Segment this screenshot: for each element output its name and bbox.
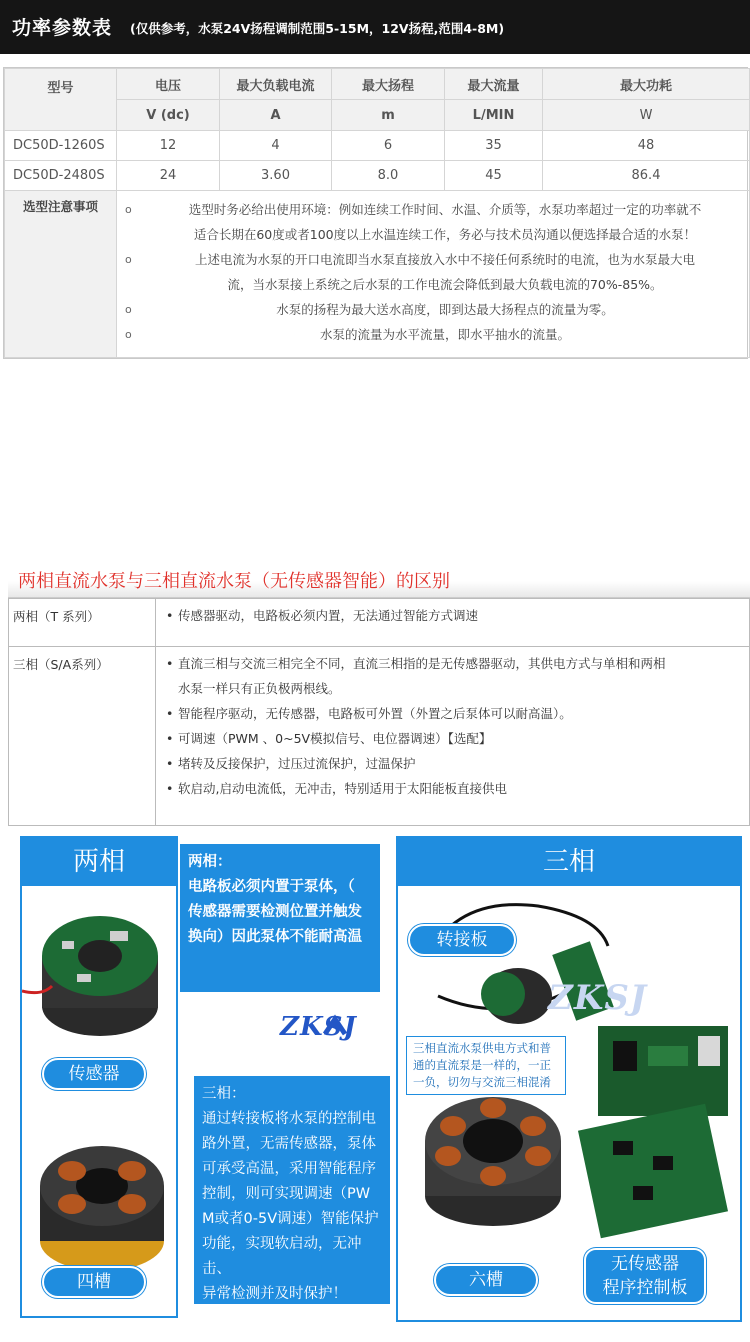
note-line: 上述电流为水泵的开口电流即当水泵直接放入水中不接任何系统时的电流，也为水泵最大电 (194, 252, 695, 267)
label-adapter-board: 转接板 (408, 924, 516, 956)
comparison-item: • 软启动,启动电流低，无冲击，特别适用于太阳能板直接供电 (166, 776, 739, 801)
three-phase-explanation (194, 1076, 390, 1304)
note-line: 水泵的流量为水平流量，即水平抽水的流量。 (319, 327, 570, 342)
cell-voltage: 12 (117, 131, 220, 161)
explanation-line: 传感器需要检测位置并触发 (188, 904, 362, 920)
note-bullet: o (125, 203, 132, 216)
two-phase-panel (20, 836, 178, 1318)
cell-power: 48 (543, 131, 750, 161)
comparison-row-three-phase (9, 647, 749, 825)
cell-current: 3.60 (220, 161, 332, 191)
explanation-line: 通过转接板将水泵的控制电 (202, 1111, 376, 1127)
spec-table (3, 67, 748, 359)
explanation-line: 功能，实现软启动，无冲击、 (202, 1236, 362, 1277)
comparison-values (156, 647, 749, 825)
table-row (5, 131, 750, 161)
explanation-line: 路外置，无需传感器，泵体 (202, 1136, 376, 1152)
cell-model: DC50D-1260S (5, 131, 117, 161)
col-header-head: 最大扬程 (332, 69, 445, 100)
notes-cell (117, 191, 750, 358)
controller-label-line: 无传感器 (611, 1254, 679, 1274)
note-line: 选型时务必给出使用环境：例如连续工作时间、水温、介质等，水泵功率超过一定的功率就不 (188, 202, 702, 217)
explanation-line: 异常检测并及时保护！ (202, 1286, 347, 1302)
comparison-item: • 直流三相与交流三相完全不同，直流三相指的是无传感器驱动，其供电方式与单相和两相 (166, 651, 739, 676)
comparison-item: • 传感器驱动，电路板必须内置，无法通过智能方式调速 (166, 603, 739, 628)
cell-flow: 35 (445, 131, 543, 161)
controller-label-line: 程序控制板 (602, 1278, 688, 1298)
three-phase-panel-title: 三相 (398, 838, 740, 886)
comparison-illustration (0, 826, 750, 1342)
comparison-values (156, 599, 749, 646)
note-item (123, 247, 743, 297)
note-item (123, 322, 743, 347)
col-header-current: 最大负载电流 (220, 69, 332, 100)
cell-flow: 45 (445, 161, 543, 191)
note-line: 水泵的扬程为最大送水高度，即到达最大扬程点的流量为零。 (276, 302, 614, 317)
comparison-item: • 可调速（PWM 、0~5V模拟信号、电位器调速）【选配】 (166, 726, 739, 751)
col-header-power: 最大功耗 (543, 69, 750, 100)
two-phase-panel-title: 两相 (22, 838, 176, 886)
comparison-table (8, 598, 750, 826)
unit-current: A (220, 100, 332, 131)
label-six-slot: 六槽 (434, 1264, 538, 1296)
cell-voltage: 24 (117, 161, 220, 191)
cell-model: DC50D-2480S (5, 161, 117, 191)
cell-head: 8.0 (332, 161, 445, 191)
label-four-slot: 四槽 (42, 1266, 146, 1298)
two-phase-motor-image (22, 886, 176, 1316)
comparison-row-two-phase (9, 599, 749, 647)
col-header-voltage: 电压 (117, 69, 220, 100)
three-phase-callout (406, 1036, 566, 1095)
page-subtitle: (仅供参考，水泵24V扬程调制范围5-15M，12V扬程,范围4-8M) (130, 21, 505, 36)
two-phase-explanation (180, 844, 380, 992)
unit-voltage: V (dc) (117, 100, 220, 131)
callout-line: 一负，切勿与交流三相混淆 (413, 1075, 551, 1089)
note-item (123, 297, 743, 322)
comparison-title: 两相直流水泵与三相直流水泵（无传感器智能）的区别 (18, 571, 450, 592)
comparison-key: 三相（S/A系列） (9, 647, 156, 825)
label-sensor: 传感器 (42, 1058, 146, 1090)
cell-head: 6 (332, 131, 445, 161)
callout-line: 通的直流泵是一样的，一正 (413, 1058, 551, 1072)
explanation-line: 控制，则可实现调速（PW (202, 1186, 371, 1202)
comparison-item-continued: 水泵一样只有正负极两根线。 (178, 681, 341, 696)
comparison-item: • 智能程序驱动，无传感器，电路板可外置（外置之后泵体可以耐高温）。 (166, 701, 739, 726)
table-row (5, 161, 750, 191)
unit-head: m (332, 100, 445, 131)
cell-current: 4 (220, 131, 332, 161)
comparison-key: 两相（T 系列） (9, 599, 156, 646)
watermark-logo: ZKSJ (548, 978, 648, 1018)
col-header-flow: 最大流量 (445, 69, 543, 100)
explanation-line: 可承受高温，采用智能程序 (202, 1161, 376, 1177)
note-item (123, 197, 743, 247)
comparison-item: • 堵转及反接保护，过压过流保护，过温保护 (166, 751, 739, 776)
note-line: 流，当水泵接上系统之后水泵的工作电流会降低到最大负载电流的70%-85%。 (227, 277, 663, 292)
spec-units-row (5, 100, 750, 131)
cell-power: 86.4 (543, 161, 750, 191)
col-header-model: 型号 (5, 69, 117, 131)
explanation-line: M或者0-5V调速）智能保护 (202, 1211, 379, 1227)
brand-logo: ZKSJ (280, 1012, 357, 1042)
explanation-line: 两相： (188, 854, 232, 870)
notes-label: 选型注意事项 (5, 191, 117, 358)
note-line: 适合长期在60度或者100度以上水温连续工作，务必与技术员沟通以便选择最合适的水泵！ (193, 227, 697, 242)
explanation-line: 换向）因此泵体不能耐高温 (188, 929, 362, 945)
unit-flow: L/MIN (445, 100, 543, 131)
explanation-line: 三相： (202, 1086, 246, 1102)
note-bullet: o (125, 253, 132, 266)
label-sensorless-controller (584, 1248, 706, 1304)
callout-line: 三相直流水泵供电方式和普 (413, 1041, 551, 1055)
unit-power: W (543, 100, 750, 131)
explanation-line: 电路板必须内置于泵体，（ (188, 879, 355, 895)
spec-header-row (5, 69, 750, 100)
comparison-title-bar (8, 562, 750, 598)
header-bar (0, 0, 750, 54)
note-bullet: o (125, 303, 132, 316)
three-phase-panel (396, 836, 742, 1322)
note-bullet: o (125, 328, 132, 341)
notes-row (5, 191, 750, 358)
page-title: 功率参数表 (12, 17, 113, 39)
